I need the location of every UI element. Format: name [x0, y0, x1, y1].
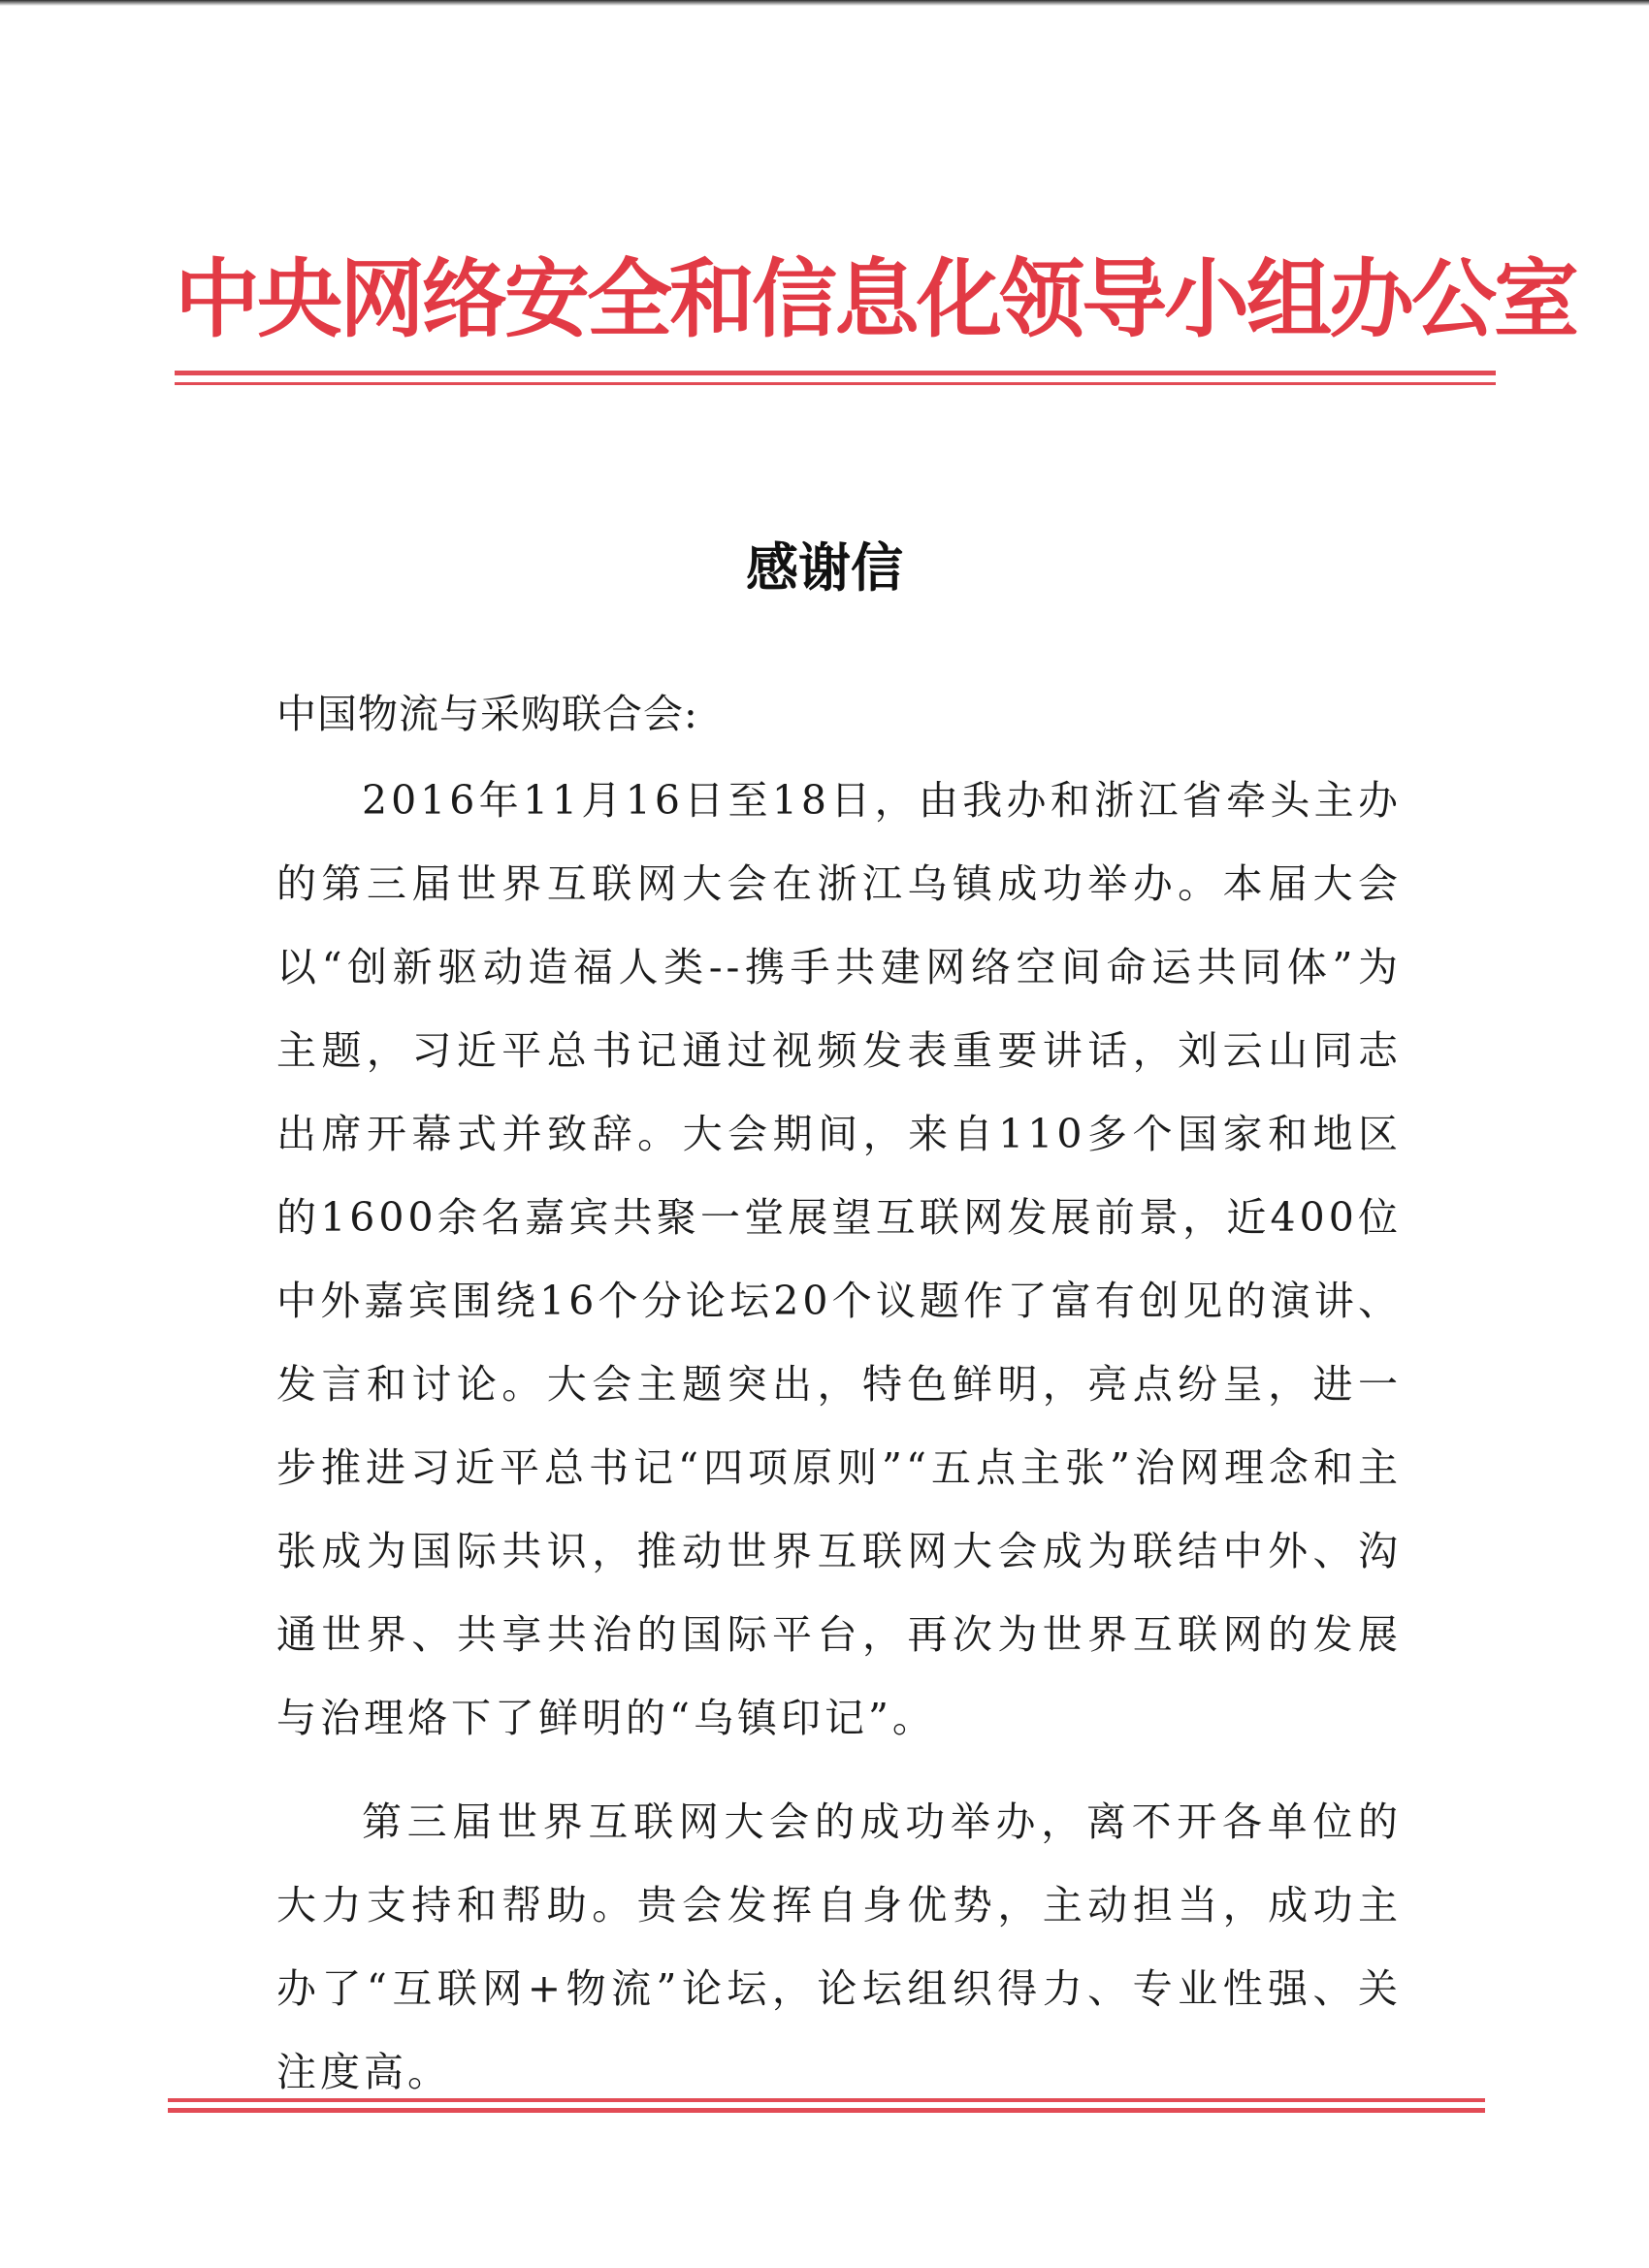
- scan-top-edge: [0, 0, 1649, 6]
- letter-title: 感谢信: [746, 536, 903, 599]
- letter-paragraph-1: 2016年11月16日至18日，由我办和浙江省牵头主办的第三届世界互联网大会在浙江乌镇成功举办。本届大会以“创新驱动造福人类--携手共建网络空间命运共同体”为主题，习近平总书记通过视频发表重要讲话，刘云山同志出席开幕式并致辞。大会期间，来自110多个国家和地区的1600余名嘉宾共聚一堂展望互联网发展前景，近400位中外嘉宾围绕16个分论坛20个议题作了富有创见的演讲、发言和讨论。大会主题突出，特色鲜明，亮点纷呈，进一步推进习近平总书记“四项原则”“五点主张”治网理念和主张成为国际共识，推动世界互联网大会成为联结中外、沟通世界、共享共治的国际平台，再次为世界互联网的发展与治理烙下了鲜明的“乌镇印记”。: [276, 777, 1402, 1741]
- letterhead-rule-thin: [175, 382, 1496, 385]
- letterhead-rule-thick: [175, 371, 1496, 375]
- footer-rule-thick: [168, 2108, 1485, 2113]
- footer-rule-thin: [168, 2098, 1485, 2102]
- letter-paragraph-2: 第三届世界互联网大会的成功举办，离不开各单位的大力支持和帮助。贵会发挥自身优势，主动担当，成功主办了“互联网+物流”论坛，论坛组织得力、专业性强、关注度高。: [276, 1798, 1402, 2095]
- letter-salutation: 中国物流与采购联合会:: [276, 691, 698, 737]
- letterhead-org-name: 中央网络安全和信息化领导小组办公室: [175, 248, 1577, 349]
